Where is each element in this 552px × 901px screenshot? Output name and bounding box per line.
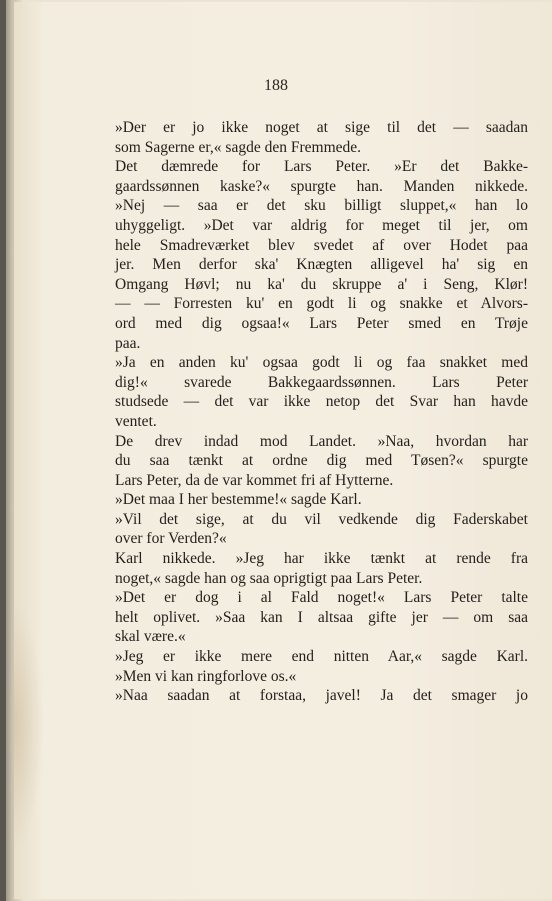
text-line: De drev indad mod Landet. »Naa, hvordan har: [115, 432, 528, 450]
paper-stain: [14, 600, 44, 850]
body-text: [115, 118, 528, 706]
text-line: »Ja en anden ku' ogsaa godt li og faa snakket med: [115, 354, 528, 372]
text-line: »Det maa I her bestemme!« sagde Karl.: [115, 491, 362, 509]
text-line: ventet.: [115, 412, 157, 430]
text-line: — — Forresten ku' en godt li og snakke et Alvors-: [115, 295, 528, 313]
binding-edge: [0, 0, 6, 901]
text-line: studsede — det var ikke netop det Svar han havde: [115, 393, 528, 411]
page-number: 188: [264, 77, 288, 94]
text-line: paa.: [115, 334, 141, 352]
text-line: noget,« sagde han og saa oprigtigt paa Lars Peter.: [115, 569, 423, 587]
text-line: »Nej — saa er det sku billigt sluppet,« han lo: [115, 197, 528, 215]
text-line: hele Smadreværket blev svedet af over Hodet paa: [115, 236, 528, 254]
text-line: jer. Men derfor ska' Knægten alligevel ha' sig en: [115, 256, 528, 274]
text-line: Omgang Høvl; nu ka' du skruppe a' i Seng, Klør!: [115, 275, 528, 293]
text-line: du saa tænkt at ordne dig med Tøsen?« spurgte: [115, 452, 528, 470]
text-line: »Men vi kan ringforlove os.«: [115, 667, 297, 685]
text-line: Lars Peter, da de var kommet fri af Hytterne.: [115, 471, 394, 489]
text-line: »Det er dog i al Fald noget!« Lars Peter talte: [115, 589, 528, 607]
text-line: »Naa saadan at forstaa, javel! Ja det smager jo: [115, 687, 528, 705]
text-line: Karl nikkede. »Jeg har ikke tænkt at rende fra: [115, 550, 528, 568]
text-line: som Sagerne er,« sagde den Fremmede.: [115, 138, 362, 156]
text-line: gaardssønnen kaske?« spurgte han. Manden nikkede.: [115, 177, 528, 195]
text-line: skal være.«: [115, 628, 186, 646]
text-line: over for Verden?«: [115, 530, 227, 548]
text-line: »Jeg er ikke mere end nitten Aar,« sagde Karl.: [115, 648, 528, 666]
text-line: dig!« svarede Bakkegaardssønnen. Lars Peter: [115, 373, 528, 391]
text-line: »Vil det sige, at du vil vedkende dig Faderskabet: [115, 510, 528, 528]
text-line: ord med dig ogsaa!« Lars Peter smed en Trøje: [115, 314, 528, 332]
text-line: uhyggeligt. »Det var aldrig for meget til jer, om: [115, 216, 528, 234]
text-line: helt oplivet. »Saa kan I altsaa gifte jer — om saa: [115, 608, 528, 626]
text-line: »Der er jo ikke noget at sige til det — saadan: [115, 119, 528, 136]
text-line: Det dæmrede for Lars Peter. »Er det Bakke-: [115, 158, 528, 176]
